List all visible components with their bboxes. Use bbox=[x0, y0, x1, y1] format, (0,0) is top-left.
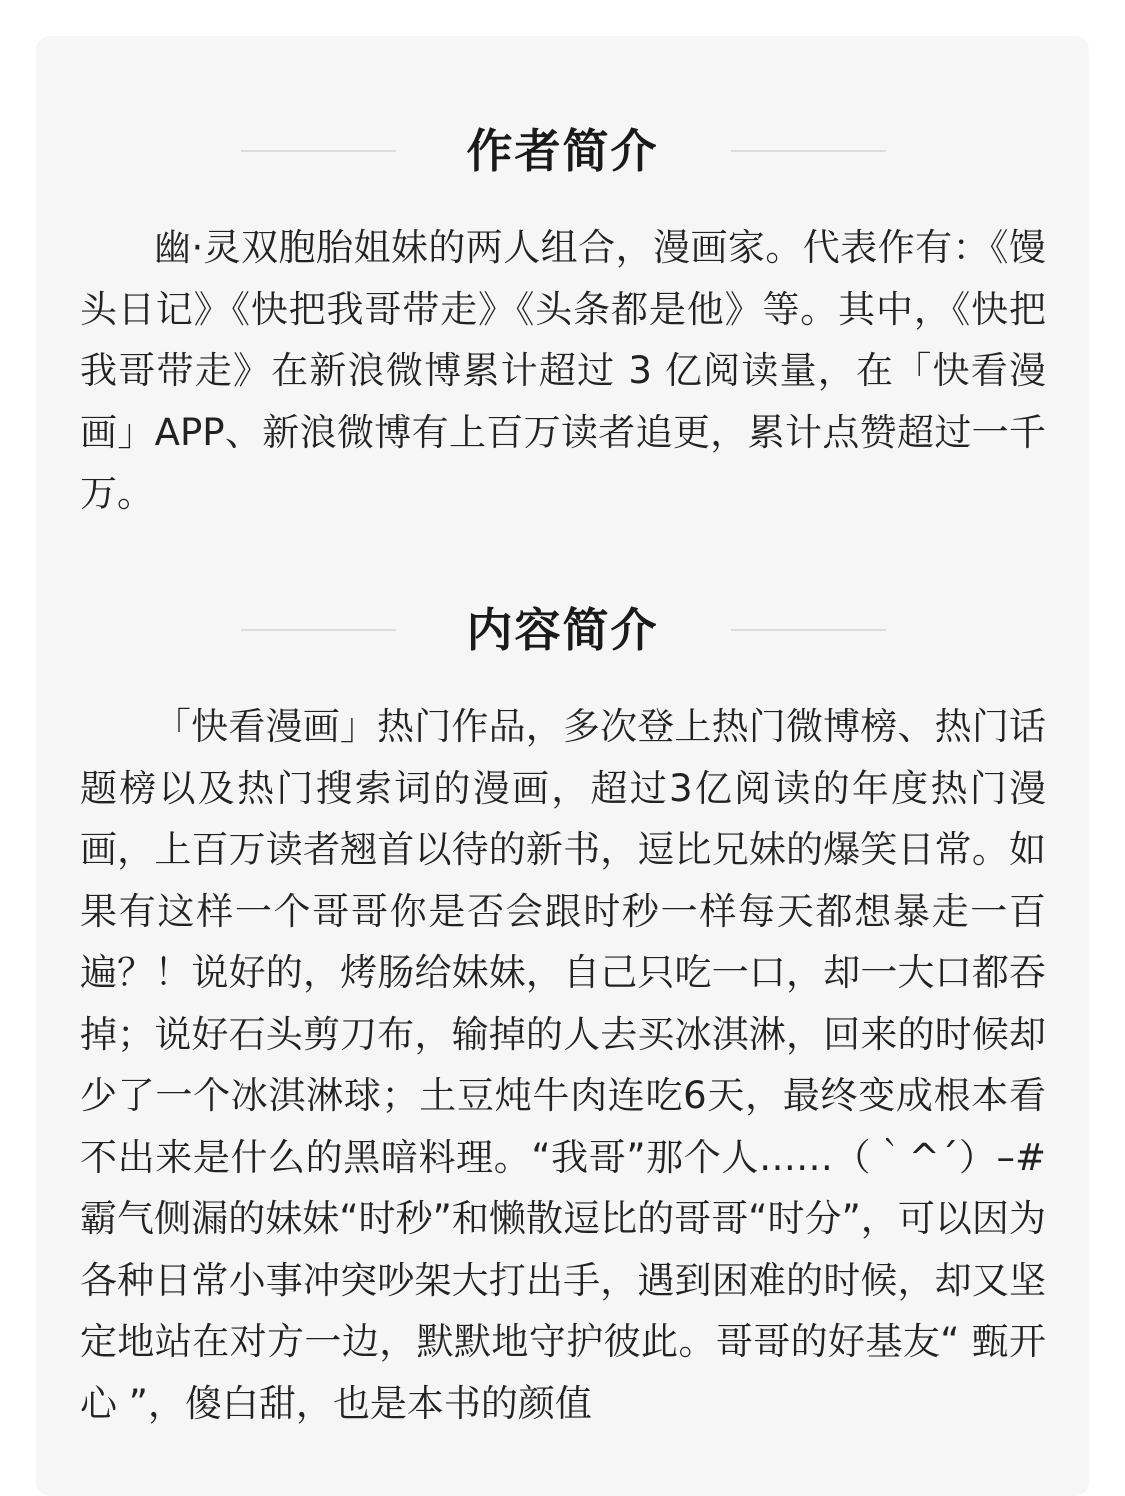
content-section-title: 内容简介 bbox=[466, 603, 659, 657]
author-section-title: 作者简介 bbox=[466, 124, 659, 178]
content-section-header bbox=[36, 595, 1089, 665]
author-bio-text: 幽·灵双胞胎姐妹的两人组合，漫画家。代表作有：《馒头日记》《快把我哥带走》《头条都是他》等。其中，《快把我哥带走》在新浪微博累计超过 3 亿阅读量，在「快看漫画」APP、新浪微博有上百万读者追更，累计点赞超过一千万。 bbox=[80, 226, 1046, 515]
content-summary-text: 「快看漫画」热门作品，多次登上热门微博榜、热门话题榜以及热门搜索词的漫画，超过3亿阅读的年度热门漫画，上百万读者翘首以待的新书，逗比兄妹的爆笑日常。如果有这样一个哥哥你是否会跟时秒一样每天都想暴走一百遍？！说好的，烤肠给妹妹，自己只吃一口，却一大口都吞掉；说好石头剪刀布，输掉的人去买冰淇淋，回来的时候却少了一个冰淇淋球；土豆炖牛肉连吃6天，最终变成根本看不出来是什么的黑暗料理。“我哥”那个人……（｀^´）–#霸气侧漏的妹妹“时秒”和懒散逗比的哥哥“时分”，可以因为各种日常小事冲突吵架大打出手，遇到困难的时候，却又坚定地站在对方一边，默默地守护彼此。哥哥的好基友“ 甄开心 ”，傻白甜，也是本书的颜值 bbox=[80, 705, 1046, 1425]
author-section-header bbox=[36, 116, 1089, 186]
intro-card bbox=[36, 36, 1089, 1496]
divider-right bbox=[731, 629, 886, 631]
divider-right bbox=[731, 150, 886, 152]
